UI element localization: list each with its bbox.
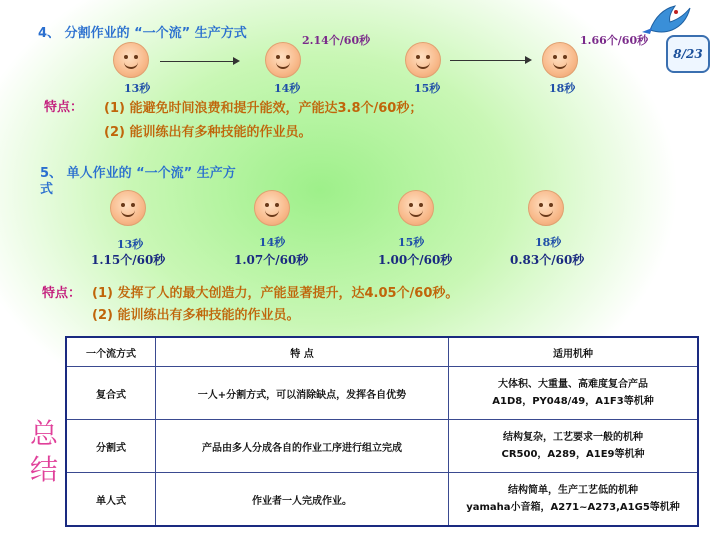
section4-rate-right: 1.66个/60秒 bbox=[580, 34, 649, 47]
section5-feature-2: (2) 能训练出有多种技能的作业员。 bbox=[92, 308, 300, 323]
section5-feature-1: (1) 发挥了人的最大创造力，产能显著提升，达4.05个/60秒。 bbox=[92, 286, 459, 301]
section5-rate-2: 1.07个/60秒 bbox=[234, 253, 309, 267]
table-cell-feature: 作业者一人完成作业。 bbox=[156, 473, 449, 527]
table-header-mode: 一个流方式 bbox=[66, 337, 156, 367]
section4-feature-2: (2) 能训练出有多种技能的作业员。 bbox=[104, 125, 312, 140]
section4-time-3: 15秒 bbox=[414, 82, 441, 95]
table-cell-mode: 分割式 bbox=[66, 420, 156, 473]
table-header-application: 适用机种 bbox=[449, 337, 699, 367]
table-row bbox=[66, 473, 698, 527]
section5-time-2: 14秒 bbox=[259, 236, 286, 249]
section4-time-2: 14秒 bbox=[274, 82, 301, 95]
table-row bbox=[66, 420, 698, 473]
application-line-2: CR500，A289，A1E9等机种 bbox=[501, 449, 645, 460]
worker-face-icon bbox=[110, 190, 146, 226]
section4-rate-top: 2.14个/60秒 bbox=[302, 34, 371, 47]
section5-title-line1: 5、 单人作业的 “一个流” 生产方 bbox=[40, 166, 236, 181]
application-line-2: yamaha小音箱，A271~A273,A1G5等机种 bbox=[466, 502, 680, 513]
bird-icon bbox=[620, 0, 700, 40]
table-cell-application bbox=[449, 367, 699, 420]
table-cell-application bbox=[449, 473, 699, 527]
section5-features-label: 特点： bbox=[42, 286, 82, 301]
application-line-2: A1D8，PY048/49，A1F3等机种 bbox=[492, 396, 654, 407]
table-header-feature: 特 点 bbox=[156, 337, 449, 367]
table-cell-feature: 产品由多人分成各自的作业工序进行组立完成 bbox=[156, 420, 449, 473]
table-cell-mode: 单人式 bbox=[66, 473, 156, 527]
section4-time-4: 18秒 bbox=[549, 82, 576, 95]
worker-face-icon bbox=[398, 190, 434, 226]
section4-feature-1: (1) 能避免时间浪费和提升能效，产能达3.8个/60秒； bbox=[104, 101, 423, 116]
section4-features-label: 特点： bbox=[44, 100, 84, 115]
section5-time-3: 15秒 bbox=[398, 236, 425, 249]
worker-face-icon bbox=[265, 42, 301, 78]
section5-rate-4: 0.83个/60秒 bbox=[510, 253, 585, 267]
table-cell-mode: 复合式 bbox=[66, 367, 156, 420]
worker-face-icon bbox=[528, 190, 564, 226]
section5-time-1: 13秒 bbox=[117, 238, 144, 251]
section5-time-4: 18秒 bbox=[535, 236, 562, 249]
summary-side-label-2: 结 bbox=[30, 453, 59, 486]
page-number-badge: 8/23 bbox=[666, 35, 710, 73]
section5-rate-1: 1.15个/60秒 bbox=[91, 253, 166, 267]
flow-arrow-icon bbox=[160, 61, 238, 62]
section4-title: 4、 分割作业的 “一个流” 生产方式 bbox=[38, 26, 247, 41]
application-line-1: 结构简单，生产工艺低的机种 bbox=[508, 485, 638, 496]
table-header-row bbox=[66, 337, 698, 367]
section5-rate-3: 1.00个/60秒 bbox=[378, 253, 453, 267]
worker-face-icon bbox=[542, 42, 578, 78]
section4-time-1: 13秒 bbox=[124, 82, 151, 95]
application-line-1: 大体积、大重量、高难度复合产品 bbox=[498, 379, 648, 390]
application-line-1: 结构复杂，工艺要求一般的机种 bbox=[503, 432, 643, 443]
table-cell-application bbox=[449, 420, 699, 473]
table-cell-feature: 一人+分割方式，可以消除缺点，发挥各自优势 bbox=[156, 367, 449, 420]
table-row bbox=[66, 367, 698, 420]
worker-face-icon bbox=[405, 42, 441, 78]
section5-title-line2: 式 bbox=[40, 182, 54, 197]
flow-arrow-icon bbox=[450, 60, 530, 61]
summary-table bbox=[65, 336, 699, 527]
worker-face-icon bbox=[113, 42, 149, 78]
summary-side-label-1: 总 bbox=[30, 417, 59, 450]
worker-face-icon bbox=[254, 190, 290, 226]
